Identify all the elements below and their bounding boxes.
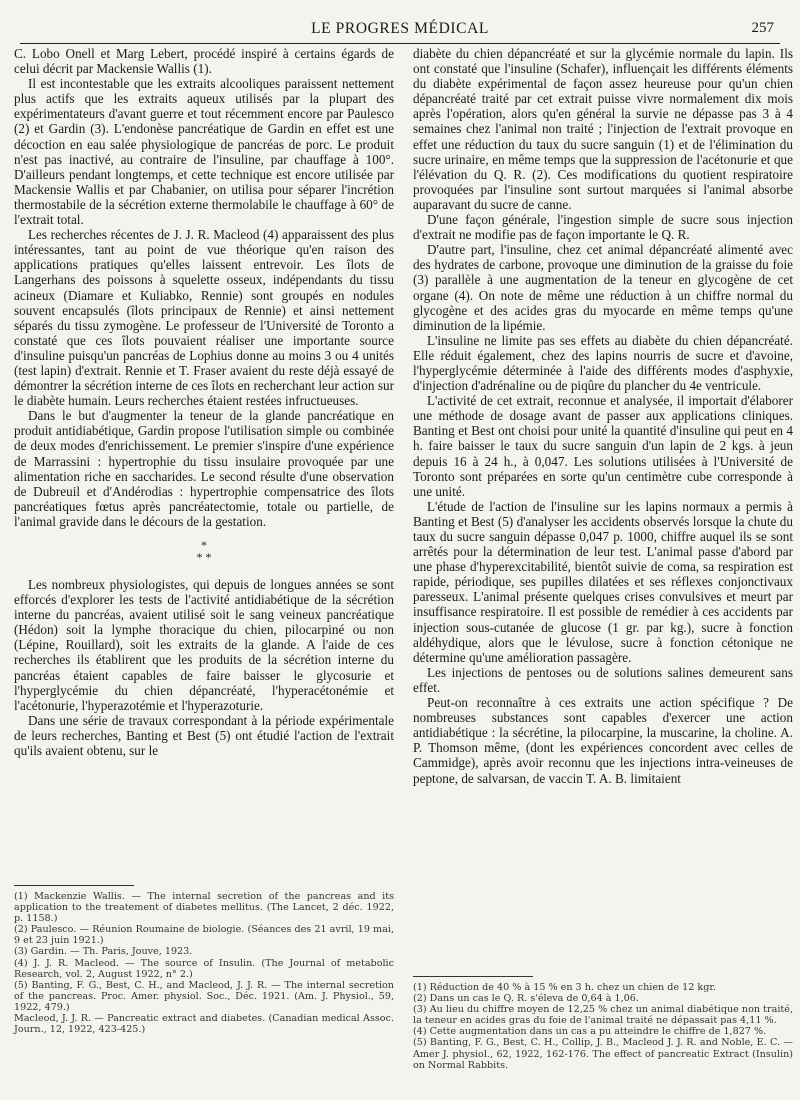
footnote: (1) Réduction de 40 % à 15 % en 3 h. chez un chien de 12 kgr. <box>413 982 716 993</box>
page-number: 257 <box>751 20 774 36</box>
footnote: (4) J. J. R. Macleod. — The source of Insulin. (The Journal of metabolic Research, vol. 2, August 1922, n° 2.) <box>14 957 394 980</box>
footnote: (2) Paulesco. — Réunion Roumaine de biologie. (Séances des 21 avril, 19 mai, 9 et 23 juin 1921.) <box>14 924 394 947</box>
paragraph: Peut-on reconnaître à ces extraits une action spécifique ? De nombreuses substances sont capables d'exercer une action antidiabétique : la sécrétine, la pilocarpine, la muscarine, la choline. A. P. Thomson même, (dont les expériences concordent avec celles de Cammidge), après avoir reconnu que les injections intra-veineuses de peptone, de salvarsan, de vaccin T. A. B. limitaient <box>413 695 793 786</box>
paragraph: D'une façon générale, l'ingestion simple de sucre sous injection d'extrait ne modifie pas de façon importante le Q. R. <box>413 212 793 243</box>
footnote: (2) Dans un cas le Q. R. s'éleva de 0,64 à 1,06. <box>413 993 639 1005</box>
footnote: (5) Banting, F. G., Best, C. H., Collip, J. B., Macleod J. J. R. and Noble, E. C. — Amer J. physiol., 62, 1922, 162-176. The effect of pancreatic Extract (Insulin) on Normal Rabbits. <box>413 1037 793 1071</box>
paragraph: diabète du chien dépancréaté et sur la glycémie normale du lapin. Ils ont constaté que l'insuline (Schafer), influençait les différents éléments du diabète expérimental de façon assez heureuse pour qu'un chien dépancréaté traité par cet extrait puisse vivre normalement dix mois après l'opération, alors qu'en général la survie ne dépasse pas 3 à 4 semaines chez l'animal non traité ; l'injection de l'extrait provoque en effet une réduction du taux du sucre sanguin (1) et de l'élimination du sucre urinaire, en même temps que la suppression de l'acétonurie et que l'élévation du Q. R. (2). Ces modifications du quotient respiratoire provoquées par l'insuline sont surtout marquées si l'animal absorbe auparavant du sucre de canne. <box>413 46 793 212</box>
footnote: (5) Banting, F. G., Best, C. H., and Macleod, J. J. R. — The internal secretion of the pancreas. Proc. Amer. physiol. Soc., Déc. 1921. (Am. J. Physiol., 59, 1922, 479.) <box>14 979 394 1013</box>
left-column <box>14 46 394 758</box>
paragraph: C. Lobo Onell et Marg Lebert, procédé inspiré à certains égards de celui décrit par Mackensie Wallis (1). <box>14 46 394 77</box>
footnote: Macleod, J. J. R. — Pancreatic extract and diabetes. (Canadian medical Assoc. Journ., 12, 1922, 423-425.) <box>14 1013 394 1036</box>
footnote: (1) Mackenzie Wallis. — The internal secretion of the pancreas and its application to the treatement of diabetes mellitus. (The Lancet, 2 déc. 1922, p. 1158.) <box>14 891 394 925</box>
footnote-rule <box>14 885 134 886</box>
paragraph: Les injections de pentoses ou de solutions salines demeurent sans effet. <box>413 664 793 695</box>
section-asterism: * * * <box>196 538 212 564</box>
paragraph: L'étude de l'action de l'insuline sur les lapins normaux a permis à Banting et Best (5) d'analyser les accidents observés lorsque la chute du taux du sucre sanguin dépasse 0,047 p. 1000, chiffre auquel ils se sont arrêtés pour la détermination de leur test. L'animal passe d'abord par une phase d'hyperexcitabilité, bientôt suivie de coma, sa respiration est rapide, périodique, ses pupilles dilatées et ses réflexes conjonctivaux paresseux. L'animal présente quelques crises convulsives et meurt par insuffisance respiratoire. Il est possible de remédier à ces accidents par injection sous-cutanée de glucose (1 gr. par kg.), sucre à fonction aldéhydique, alors que le lévulose, sucre à fonction cétonique ne détermine qu'une amélioration passagère. <box>413 498 793 665</box>
paragraph: D'autre part, l'insuline, chez cet animal dépancréaté alimenté avec des hydrates de carbone, provoque une diminution de la graisse du foie (3) parallèle à une augmentation de la teneur en glycogène de cet organe (4). On note de même une réduction à un chiffre normal du glycogène et des acides gras du myocarde en même temps qu'une diminution de la lipémie. <box>413 242 793 333</box>
left-footnotes <box>14 877 394 1035</box>
paragraph: Les nombreux physiologistes, qui depuis de longues années se sont efforcés d'explorer les tests de l'activité antidiabétique de la sécrétion interne du pancréas, avaient utilisé soit le sang veineux pancréatique (Hédon) soit la lymphe thoracique du chien, pilocarpiné ou non (Lépine, Rouillard), soit les extraits de la glande. A l'aide de ces recherches ils établirent que les produits de la sécrétion interne du pancréas étaient capables de faire baisser le glycosurie et l'hyperglycémie du chien dépancréaté, l'hyperacétonémie et l'acétonurie, l'hyperazotémie et l'hyperazoturie. <box>14 577 394 713</box>
journal-title: LE PROGRES MÉDICAL <box>311 20 489 37</box>
footnote: (4) Cette augmentation dans un cas a pu atteindre le chiffre de 1,827 %. <box>413 1026 767 1038</box>
paragraph: Dans une série de travaux correspondant à la période expérimentale de leurs recherches, Banting et Best (5) ont étudié l'action de l'extrait qu'ils avaient obtenu, sur le <box>14 712 394 759</box>
right-footnotes <box>413 968 793 1071</box>
paragraph: L'activité de cet extrait, reconnue et analysée, il importait d'élaborer une méthode de dosage avant de passer aux applications cliniques. Banting et Best ont choisi pour unité la quantité d'insuline qui peut en 4 h. faire baisser le taux du sucre sanguin d'un lapin de 2 kgs. à jeun depuis 16 à 24 h., à 0,047. Les solutions utilisées à l'Université de Toronto sont préparées en sorte qu'un centimètre cube corresponde à une unité. <box>413 393 793 499</box>
paragraph: L'insuline ne limite pas ses effets au diabète du chien dépancréaté. Elle réduit également, chez des lapins nourris de sucre et d'avoine, l'hyperglycémie déterminée à l'aide des différents modes d'asphyxie, d'injection d'adrénaline ou de piqûre du plancher du 4e ventricule. <box>413 332 793 394</box>
paragraph: Dans le but d'augmenter la teneur de la glande pancréatique en produit antidiabétique, Gardin propose l'utilisation simple ou combinée de deux modes d'enrichissement. Le premier s'inspire d'une expérience de Marrassini : hypertrophie du tissu insulaire provoquée par une alimentation riche en saccharides. Le second résulte d'une observation de Dubreuil et d'Andérodias : hypertrophie compensatrice des îlots pancréatiques fœtus après pancréatectomie, totale ou partielle, de l'animal gravide dans le décours de la gestation. <box>14 408 394 529</box>
paragraph: Les recherches récentes de J. J. R. Macleod (4) apparaissent des plus intéressantes, tant au point de vue théorique qu'en raison des applications pratiques qu'elles laissent entrevoir. Les îlots de Langerhans des poissons à squelette osseux, indépendants du tissu acineux (Diamare et Kuliabko, Rennie) sont groupés en nodules souvent encapsulés (îlots principaux de Rennie) et ainsi nettement séparés du tissu zymogène. Le professeur de l'Université de Toronto a constaté que ces îlots pouvaient réaliser une importante source d'insuline puisqu'un pancréas de Lophius donne au moins 3 ou 4 unités (test lapin) d'extrait. Rennie et T. Fraser avaient du reste déjà essayé de démontrer la sécrétion interne de ces îlots en recherchant leur action sur le diabète humain. Leurs recherches étaient restées infructueuses. <box>14 227 394 409</box>
header-rule <box>20 43 780 44</box>
footnote-rule <box>413 976 533 977</box>
page-header <box>20 14 780 44</box>
footnote: (3) Gardin. — Th. Paris, Jouve, 1923. <box>14 946 193 958</box>
footnote: (3) Au lieu du chiffre moyen de 12,25 % chez un animal diabétique non traité, la teneur en acides gras du foie de l'animal traité ne dépassait pas 4,11 %. <box>413 1004 793 1027</box>
paragraph: Il est incontestable que les extraits alcooliques paraissent nettement plus actifs que les extraits aqueux utilisés par la plupart des expérimentateurs d'avant guerre et tout récemment encore par Paulesco (2) et Gardin (3). L'endonèse pancréatique de Gardin en effet est une décoction en eau salée physiologique de pancréas de porc. Le produit n'est pas inactivé, au contraire de l'insuline, par chauffage à 100°. D'ailleurs pendant longtemps, et cette technique est encore utilisée par Mackensie Wallis et par Chabanier, on utilisa pour séparer l'incrétion thermostabile de la sécrétion externe thermolabile le chauffage à 60° de l'extrait total. <box>14 76 394 228</box>
right-column <box>413 46 793 786</box>
